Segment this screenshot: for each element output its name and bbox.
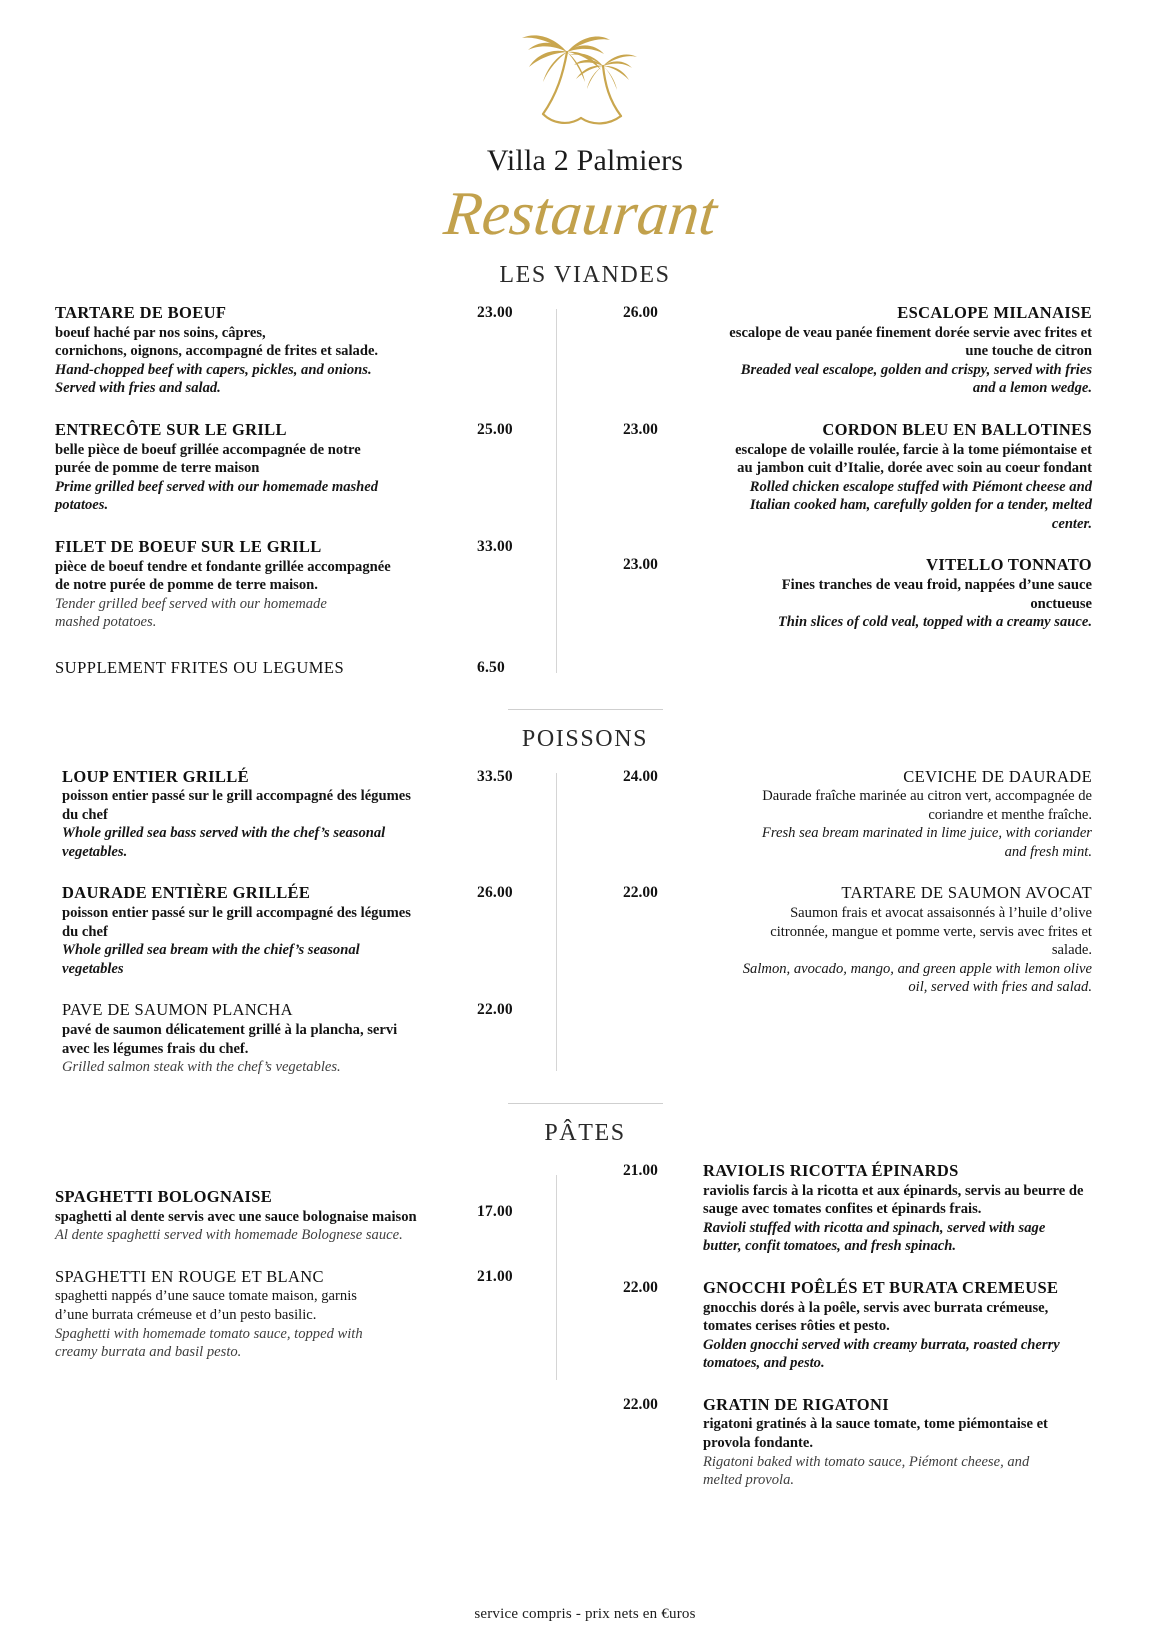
viandes-columns [0, 303, 1170, 679]
item-translation: Grilled salmon steak with the chef’s vegetables. [62, 1059, 341, 1076]
item-name: TARTARE DE BOEUF [55, 303, 227, 322]
item-name: GNOCCHI POÊLÉS ET BURATA CREMEUSE [703, 1277, 1059, 1297]
item-price: 23.00 [623, 556, 658, 574]
viandes-left-column [0, 303, 585, 679]
item-name: SPAGHETTI EN ROUGE ET BLANC [55, 1266, 324, 1286]
pates-right-column [585, 1161, 1170, 1490]
item-name: FILET DE BOEUF SUR LE GRILL [55, 536, 322, 556]
item-price: 23.00 [477, 304, 513, 321]
item-desc: raviolis farcis à la ricotta et aux épinards, servis au beurre de sauge avec tomates confites et épinards frais. [703, 1182, 1084, 1218]
item-name: ESCALOPE MILANAISE [897, 303, 1092, 322]
item-desc: pavé de saumon délicatement grillé à la plancha, servi avec les légumes frais du chef. [62, 1022, 398, 1057]
item-translation: Breaded veal escalope, golden and crispy, served with fries and a lemon wedge. [740, 361, 1092, 397]
item-name: VITELLO TONNATO [926, 555, 1092, 575]
pates-columns [0, 1161, 1170, 1490]
column-divider [556, 773, 557, 1071]
section-title-viandes: LES VIANDES [499, 262, 671, 288]
section-pates [0, 1103, 1170, 1490]
menu-header [0, 0, 1170, 258]
item-name: PAVE DE SAUMON PLANCHA [62, 1000, 293, 1020]
menu-item-supplement[interactable] [55, 658, 555, 679]
item-translation: Thin slices of cold veal, topped with a creamy sauce. [777, 614, 1092, 631]
item-translation: Golden gnocchi served with creamy burrata, roasted cherry tomatoes, and pesto. [703, 1336, 1060, 1372]
item-translation: Spaghetti with homemade tomato sauce, topped with creamy burrata and basil pesto. [55, 1325, 363, 1361]
item-desc: gnocchis dorés à la poêle, servis avec burrata crémeuse, tomates cerises rôties et pesto. [703, 1299, 1049, 1335]
two-palm-trees-icon [495, 22, 675, 142]
item-translation: Whole grilled sea bass served with the chef’s seasonal vegetables. [62, 825, 386, 860]
item-price: 23.00 [623, 420, 658, 438]
item-desc: spaghetti nappés d’une sauce tomate maison, garnis d’une burrata crémeuse et d’un pesto basilic. [55, 1288, 357, 1323]
item-desc: rigatoni gratinés à la sauce tomate, tome piémontaise et provola fondante. [703, 1416, 1048, 1451]
item-price: 24.00 [623, 767, 658, 785]
item-name: TARTARE DE SAUMON AVOCAT [841, 883, 1092, 903]
item-name: SPAGHETTI BOLOGNAISE [55, 1186, 273, 1206]
item-price: 22.00 [623, 884, 658, 902]
menu-item[interactable] [62, 1000, 555, 1076]
poissons-columns [0, 767, 1170, 1077]
item-price: 22.00 [477, 1001, 513, 1019]
item-desc: Fines tranches de veau froid, nappées d’une sauce onctueuse [781, 577, 1092, 612]
item-desc: escalope de veau panée finement dorée servie avec frites et une touche de citron [729, 324, 1092, 360]
menu-item[interactable] [55, 537, 555, 632]
poissons-right-column [585, 767, 1170, 1077]
restaurant-script-text: Restaurant [440, 180, 721, 248]
item-name: CEVICHE DE DAURADE [903, 766, 1092, 786]
supplement-price: 6.50 [477, 658, 505, 676]
item-translation: Fresh sea bream marinated in lime juice, with coriander and fresh mint. [761, 825, 1092, 860]
menu-item[interactable] [607, 303, 1092, 398]
item-price: 26.00 [623, 304, 658, 321]
item-name: CORDON BLEU EN BALLOTINES [822, 419, 1092, 439]
menu-item[interactable] [607, 555, 1092, 631]
menu-item[interactable] [607, 1395, 1130, 1490]
item-price: 21.00 [623, 1161, 658, 1179]
section-divider-rule [508, 1103, 663, 1104]
item-translation: Rolled chicken escalope stuffed with Piémont cheese and Italian cooked ham, carefully golden for a tender, melted center. [749, 478, 1092, 532]
item-translation: Hand-chopped beef with capers, pickles, and onions. Served with fries and salad. [55, 361, 372, 397]
section-title-pates: PÂTES [544, 1119, 626, 1146]
item-name: LOUP ENTIER GRILLÉ [62, 766, 249, 786]
item-translation: Ravioli stuffed with ricotta and spinach, served with sage butter, confit tomatoes, and fresh spinach. [703, 1219, 1046, 1255]
menu-item[interactable] [55, 1267, 555, 1362]
item-price: 21.00 [477, 1267, 513, 1285]
item-translation: Prime grilled beef served with our homemade mashed potatoes. [55, 478, 379, 514]
item-price: 33.50 [477, 767, 513, 785]
item-desc: poisson entier passé sur le grill accompagné des légumes du chef [62, 788, 411, 823]
item-translation: Whole grilled sea bream with the chief’s seasonal vegetables [62, 942, 360, 977]
menu-item[interactable] [55, 420, 555, 515]
restaurant-script-wordmark [420, 172, 750, 258]
section-poissons [0, 709, 1170, 1077]
item-name: RAVIOLIS RICOTTA ÉPINARDS [703, 1160, 959, 1180]
menu-item[interactable] [607, 1278, 1130, 1373]
item-name: DAURADE ENTIÈRE GRILLÉE [62, 883, 311, 903]
item-translation: Salmon, avocado, mango, and green apple with lemon olive oil, served with fries and salad. [742, 960, 1092, 996]
supplement-name: SUPPLEMENT FRITES OU LEGUMES [55, 657, 345, 677]
menu-item[interactable] [62, 767, 555, 862]
menu-item[interactable] [55, 1187, 555, 1245]
item-translation: Rigatoni baked with tomato sauce, Piémont cheese, and melted provola. [703, 1453, 1030, 1489]
section-viandes [0, 262, 1170, 679]
item-price: 33.00 [477, 537, 513, 555]
menu-item[interactable] [55, 303, 555, 398]
item-price: 22.00 [623, 1395, 658, 1413]
item-desc: Saumon frais et avocat assaisonnés à l’huile d’olive citronnée, mangue et pomme verte, servis avec frites et salade. [770, 905, 1092, 959]
column-divider [556, 1175, 557, 1380]
menu-item[interactable] [607, 420, 1092, 533]
item-desc: belle pièce de boeuf grillée accompagnée de notre purée de pomme de terre maison [55, 441, 361, 477]
viandes-right-column [585, 303, 1170, 679]
item-desc: Daurade fraîche marinée au citron vert, accompagnée de coriandre et menthe fraîche. [762, 788, 1092, 823]
item-price: 17.00 [477, 1202, 513, 1220]
item-price: 26.00 [477, 884, 513, 902]
menu-item[interactable] [607, 883, 1092, 996]
pates-left-column [0, 1161, 585, 1490]
item-desc: escalope de volaille roulée, farcie à la tome piémontaise et au jambon cuit d’Italie, dorée avec soin au coeur fondant [735, 441, 1092, 477]
item-translation: Tender grilled beef served with our homemade mashed potatoes. [55, 595, 327, 631]
item-price: 22.00 [623, 1278, 658, 1296]
section-divider-rule [508, 709, 663, 710]
footer-note: service compris - prix nets en €uros [474, 1606, 696, 1622]
item-desc: pièce de boeuf tendre et fondante grillée accompagnée de notre purée de pomme de terre maison. [55, 558, 391, 594]
menu-item[interactable] [607, 767, 1092, 862]
item-desc: poisson entier passé sur le grill accompagné des légumes du chef [62, 905, 411, 940]
item-name: GRATIN DE RIGATONI [703, 1394, 889, 1414]
item-name: ENTRECÔTE SUR LE GRILL [55, 419, 287, 439]
section-title-poissons: POISSONS [521, 725, 649, 752]
column-divider [556, 309, 557, 673]
item-desc: boeuf haché par nos soins, câpres, cornichons, oignons, accompagné de frites et salade. [55, 324, 379, 360]
item-translation: Al dente spaghetti served with homemade Bolognese sauce. [55, 1227, 403, 1244]
menu-item[interactable] [62, 883, 555, 978]
menu-item[interactable] [607, 1161, 1130, 1256]
item-desc: spaghetti al dente servis avec une sauce bolognaise maison [55, 1208, 417, 1225]
item-price: 25.00 [477, 420, 513, 438]
poissons-left-column [0, 767, 585, 1077]
brand-name: Villa 2 Palmiers [486, 144, 684, 177]
